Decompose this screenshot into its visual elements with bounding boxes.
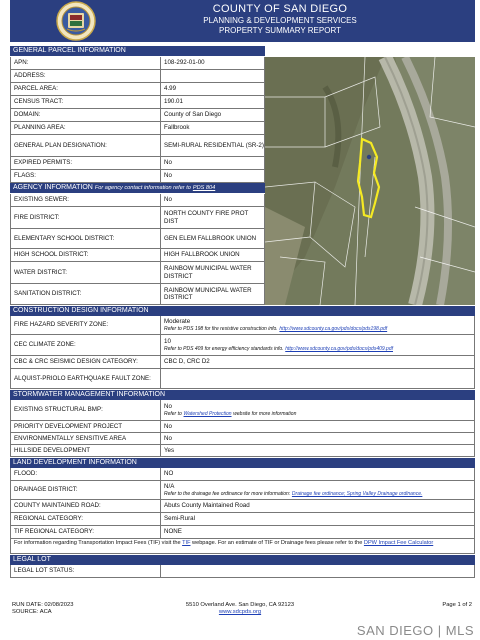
table-row	[10, 433, 475, 445]
table-row	[10, 122, 265, 135]
tif-link[interactable]: TIF	[182, 540, 191, 546]
row-label: WATER DISTRICT:	[11, 262, 161, 283]
row-value: Fallbrook	[161, 122, 265, 134]
row-value: No	[161, 421, 475, 432]
table-row	[10, 421, 475, 433]
row-value: SEMI-RURAL RESIDENTIAL (SR-2)	[161, 135, 265, 156]
seismic-label: CBC & CRC SEISMIC DESIGN CATEGORY:	[11, 356, 161, 368]
row-label: EXISTING SEWER:	[11, 194, 161, 206]
table-row	[10, 194, 265, 207]
structural-bmp-value-cell	[161, 400, 475, 420]
row-value: 4.99	[161, 83, 265, 95]
drainage-district-label: DRAINAGE DISTRICT:	[11, 481, 161, 499]
row-label: REGIONAL CATEGORY:	[11, 513, 161, 525]
table-row	[10, 262, 265, 284]
row-label: ADDRESS:	[11, 70, 161, 82]
report-header	[10, 0, 475, 42]
seismic-row	[10, 356, 475, 369]
drainage-district-value-cell	[161, 481, 475, 499]
seismic-value: CBC D, CRC D2	[161, 356, 475, 368]
legal-lot-status-value	[161, 565, 475, 577]
agency-title: AGENCY INFORMATION	[13, 184, 93, 191]
tif-info-a: For information regarding Transportation Impact Fees (TIF) visit the	[14, 540, 181, 546]
row-value: RAINBOW MUNICIPAL WATER DISTRICT	[161, 284, 265, 304]
cec-climate-row	[10, 335, 475, 356]
row-value: GEN ELEM FALLBROOK UNION	[161, 229, 265, 248]
alquist-priolo-value	[161, 369, 475, 388]
pds409-link[interactable]: http://www.sdcounty.ca.gov/pds/docs/pds409.pdf	[285, 345, 393, 352]
table-row	[10, 135, 265, 157]
row-value	[161, 70, 265, 82]
table-row	[10, 170, 265, 183]
watershed-protection-link[interactable]: Watershed Protection	[183, 410, 232, 417]
website-link[interactable]: www.sdcpds.org	[218, 609, 262, 616]
tif-info-b: webpage. For an estimate of TIF or Drainage fees please refer to the	[192, 540, 363, 546]
row-label: FLAGS:	[11, 170, 161, 182]
page-number: Page 1 of 2	[442, 602, 472, 608]
cec-climate-note: Refer to PDS 409 for energy efficiency standards info.	[164, 345, 284, 352]
bmp-note-a: Refer to	[164, 410, 182, 417]
row-label: FIRE DISTRICT:	[11, 207, 161, 228]
drainage-ordinance-link[interactable]: Drainage fee ordinance; Spring Valley Drainage ordinance.	[291, 490, 423, 497]
row-label: COUNTY MAINTAINED ROAD:	[11, 500, 161, 512]
table-row	[10, 526, 475, 539]
cec-climate-value-cell	[161, 335, 475, 355]
structural-bmp-label: EXISTING STRUCTURAL BMP:	[11, 400, 161, 420]
table-row	[10, 445, 475, 457]
footer-run-info	[12, 602, 73, 616]
table-row	[10, 500, 475, 513]
row-value: 190.01	[161, 96, 265, 108]
alquist-priolo-row	[10, 369, 475, 389]
row-label: PARCEL AREA:	[11, 83, 161, 95]
legal-lot-status-label: LEGAL LOT STATUS:	[11, 565, 161, 577]
table-row	[10, 83, 265, 96]
row-value: RAINBOW MUNICIPAL WATER DISTRICT	[161, 262, 265, 283]
pds-804-link[interactable]: PDS 804	[192, 185, 216, 191]
row-label: TIF REGIONAL CATEGORY:	[11, 526, 161, 538]
flood-row	[10, 468, 475, 481]
table-row	[10, 109, 265, 122]
row-value: Abuts County Maintained Road	[161, 500, 475, 512]
data-source: SOURCE: ACA	[12, 609, 52, 616]
table-row	[10, 284, 265, 305]
office-address: 5510 Overland Ave. San Diego, CA 92123	[185, 602, 295, 608]
drainage-district-value: N/A	[164, 482, 175, 490]
flood-label: FLOOD:	[11, 468, 161, 480]
table-row	[10, 207, 265, 229]
department-name: PLANNING & DEVELOPMENT SERVICES	[203, 16, 357, 25]
row-label: APN:	[11, 57, 161, 69]
fire-hazard-value: Moderate	[164, 317, 191, 325]
tif-info-text	[10, 539, 475, 554]
row-value: Semi-Rural	[161, 513, 475, 525]
report-title: PROPERTY SUMMARY REPORT	[219, 26, 341, 35]
footer-address	[170, 602, 310, 616]
row-label: HIGH SCHOOL DISTRICT:	[11, 249, 161, 261]
fire-hazard-label: FIRE HAZARD SEVERITY ZONE:	[11, 316, 161, 334]
row-value: 108-292-01-00	[161, 57, 265, 69]
structural-bmp-row	[10, 400, 475, 421]
row-label: CENSUS TRACT:	[11, 96, 161, 108]
row-label: SANITATION DISTRICT:	[11, 284, 161, 304]
row-value: No	[161, 170, 265, 182]
row-label: GENERAL PLAN DESIGNATION:	[11, 135, 161, 156]
county-name: COUNTY OF SAN DIEGO	[212, 3, 348, 15]
agency-header	[10, 183, 265, 193]
cec-climate-label: CEC CLIMATE ZONE:	[11, 335, 161, 355]
table-row	[10, 513, 475, 526]
table-row	[10, 157, 265, 170]
impact-fee-calculator-link[interactable]: DPW Impact Fee Calculator	[363, 540, 434, 546]
row-label: EXPIRED PERMITS:	[11, 157, 161, 169]
row-value: County of San Diego	[161, 109, 265, 121]
row-label: PRIORITY DEVELOPMENT PROJECT	[11, 421, 161, 432]
row-value: No	[161, 433, 475, 444]
row-label: HILLSIDE DEVELOPMENT	[11, 445, 161, 456]
legal-lot-header: LEGAL LOT	[10, 555, 475, 565]
stormwater-header: STORMWATER MANAGEMENT INFORMATION	[10, 390, 475, 400]
row-value: Yes	[161, 445, 475, 456]
row-label: DOMAIN:	[11, 109, 161, 121]
row-label: PLANNING AREA:	[11, 122, 161, 134]
row-label: ELEMENTARY SCHOOL DISTRICT:	[11, 229, 161, 248]
pds198-link[interactable]: http://www.sdcounty.ca.gov/pds/docs/pds198.pdf	[279, 325, 388, 332]
agency-note: For agency contact information refer to	[94, 185, 191, 191]
table-row	[10, 249, 265, 262]
row-value: NORTH COUNTY FIRE PROT DIST	[161, 207, 265, 228]
table-row	[10, 70, 265, 83]
mls-watermark: SAN DIEGO | MLS	[356, 623, 474, 638]
fire-hazard-row	[10, 316, 475, 335]
land-development-header: LAND DEVELOPMENT INFORMATION	[10, 458, 475, 468]
county-seal-icon	[54, 0, 98, 42]
general-parcel-header: GENERAL PARCEL INFORMATION	[10, 46, 265, 56]
alquist-priolo-label: ALQUIST-PRIOLO EARTHQUAKE FAULT ZONE:	[11, 369, 161, 388]
parcel-aerial-map	[265, 57, 475, 305]
table-row	[10, 229, 265, 249]
drainage-note: Refer to the drainage fee ordinance for more information:	[164, 490, 291, 497]
row-label: ENVIRONMENTALLY SENSITIVE AREA	[11, 433, 161, 444]
flood-value: NO	[161, 468, 475, 480]
table-row	[10, 96, 265, 109]
structural-bmp-value: No	[164, 402, 172, 410]
row-value: NONE	[161, 526, 475, 538]
construction-header: CONSTRUCTION DESIGN INFORMATION	[10, 306, 475, 316]
table-row	[10, 57, 265, 70]
drainage-district-row	[10, 481, 475, 500]
run-date: RUN DATE: 02/08/2023	[12, 602, 74, 608]
cec-climate-value: 10	[164, 337, 171, 345]
bmp-note-b: website for more information	[233, 410, 297, 417]
row-value: No	[161, 157, 265, 169]
row-value: No	[161, 194, 265, 206]
fire-hazard-note: Refer to PDS 198 for fire resistive construction info.	[164, 325, 278, 332]
row-value: HIGH FALLBROOK UNION	[161, 249, 265, 261]
fire-hazard-value-cell	[161, 316, 475, 334]
legal-lot-status-row	[10, 565, 475, 578]
